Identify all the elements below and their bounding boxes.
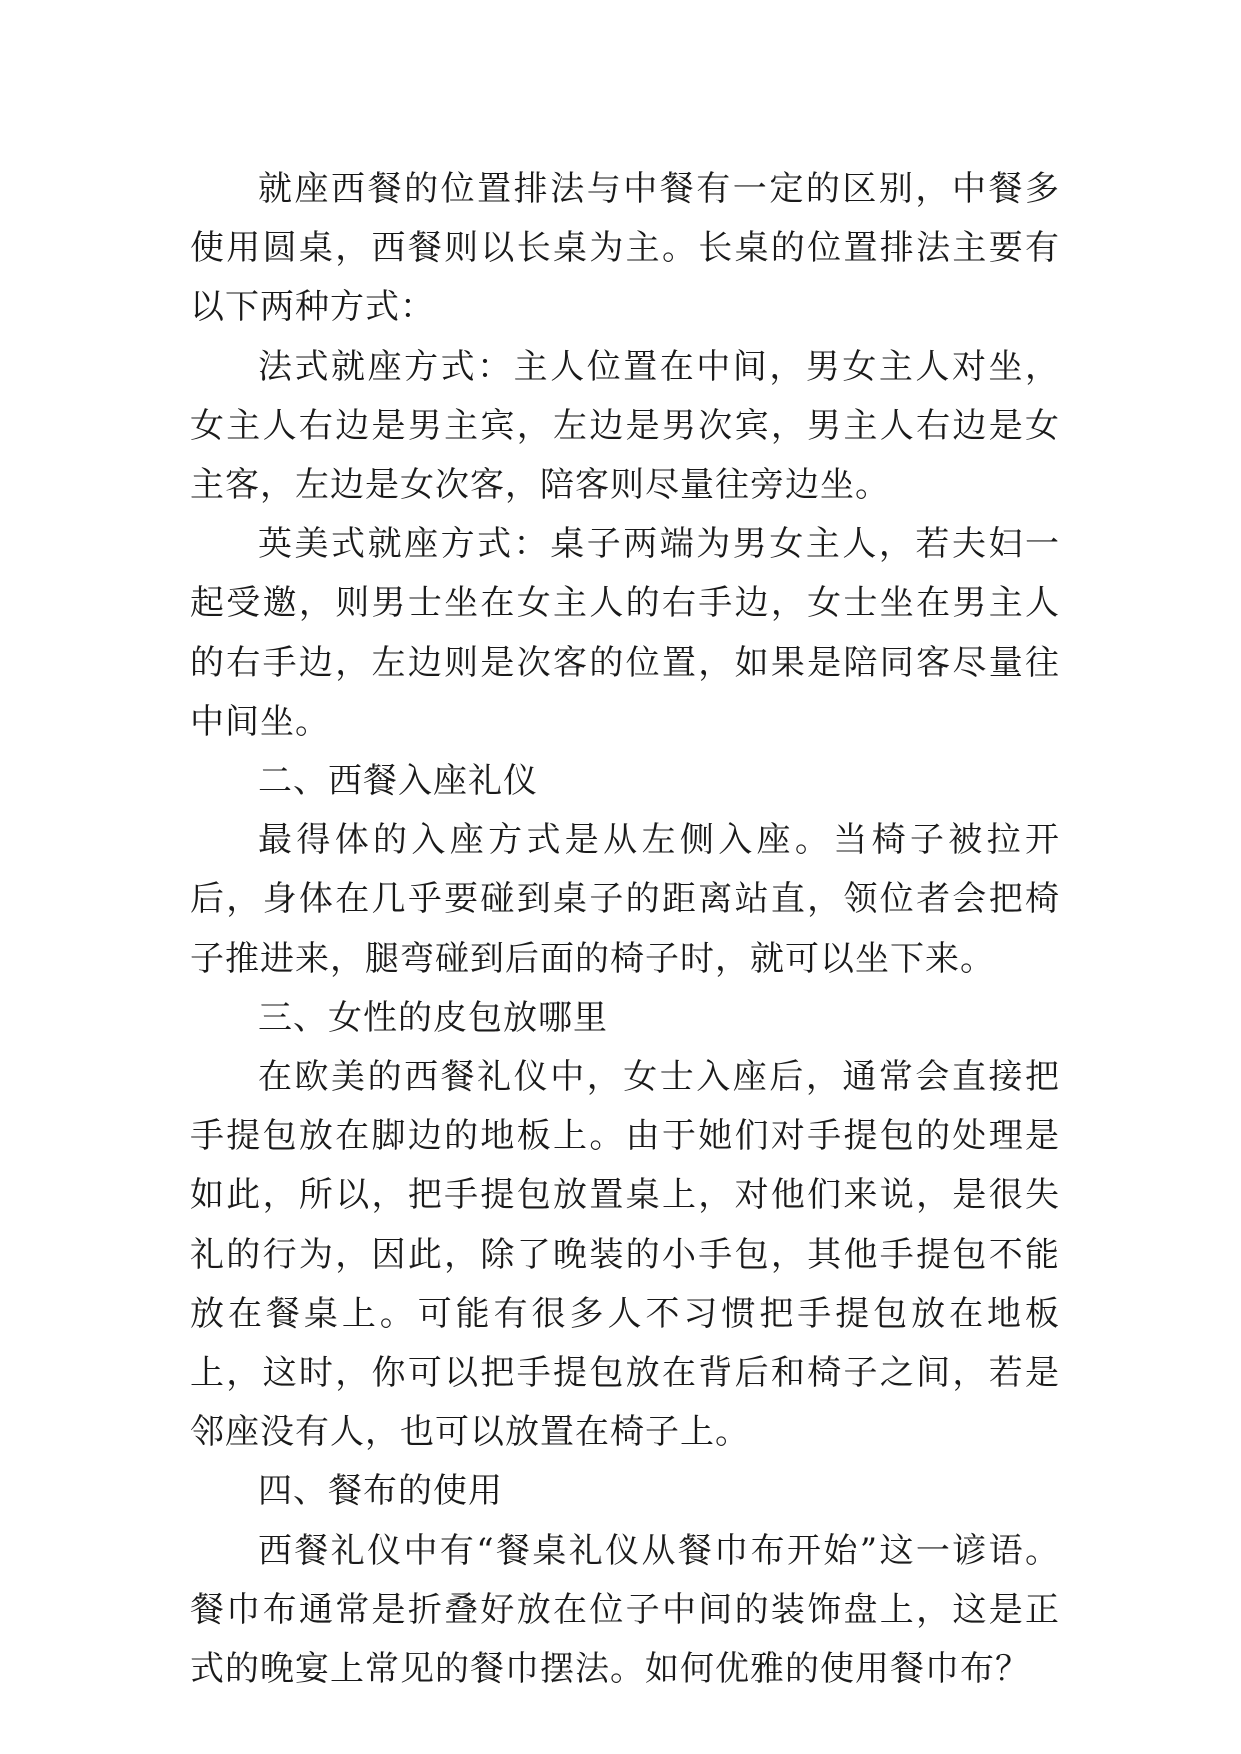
section-heading-napkin: 四、餐布的使用 <box>258 1471 503 1512</box>
paragraph-seating-intro: 就座西餐的位置排法与中餐有一定的区别，中餐多使用圆桌，西餐则以长桌为主。长桌的位置排法主要有以下两种方式： <box>190 169 1060 328</box>
paragraph-napkin: 西餐礼仪中有“餐桌礼仪从餐巾布开始”这一谚语。餐巾布通常是折叠好放在位子中间的装饰盘上，这是正式的晚宴上常见的餐巾摆法。如何优雅的使用餐巾布？ <box>190 1530 1060 1690</box>
paragraph-anglo-american-seating: 英美式就座方式：桌子两端为男女主人，若夫妇一起受邀，则男士坐在女主人的右手边，女士坐在男主人的右手边，左边则是次客的位置，如果是陪同客尽量往中间坐。 <box>190 524 1060 742</box>
document-page <box>190 160 1060 1699</box>
paragraph-seating-etiquette: 最得体的入座方式是从左侧入座。当椅子被拉开后，身体在几乎要碰到桌子的距离站直，领位者会把椅子推进来，腿弯碰到后面的椅子时，就可以坐下来。 <box>190 820 1060 979</box>
section-heading-handbag: 三、女性的皮包放哪里 <box>258 997 608 1038</box>
paragraph-handbag: 在欧美的西餐礼仪中，女士入座后，通常会直接把手提包放在脚边的地板上。由于她们对手提包的处理是如此，所以，把手提包放置桌上，对他们来说，是很失礼的行为，因此，除了晚装的小手包，其他手提包不能放在餐桌上。可能有很多人不习惯把手提包放在地板上，这时，你可以把手提包放在背后和椅子之间，若是邻座没有人，也可以放置在椅子上。 <box>190 1057 1060 1453</box>
section-heading-seating-etiquette: 二、西餐入座礼仪 <box>258 761 538 802</box>
paragraph-french-seating: 法式就座方式：主人位置在中间，男女主人对坐，女主人右边是男主宾，左边是男次宾，男主人右边是女主客，左边是女次客，陪客则尽量往旁边坐。 <box>190 346 1060 506</box>
